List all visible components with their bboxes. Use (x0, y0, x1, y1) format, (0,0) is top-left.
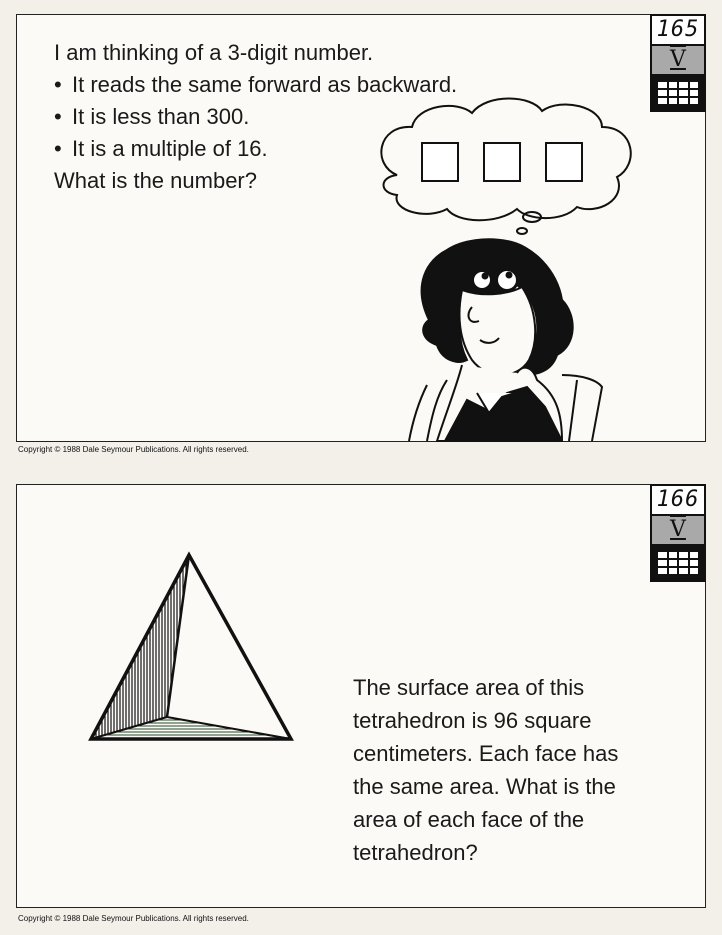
problem-intro: I am thinking of a 3-digit number. (54, 40, 374, 65)
problem-question: What is the number? (54, 168, 257, 193)
problem-card-166 (16, 484, 706, 908)
card-level: V (652, 514, 704, 546)
tetrahedron-icon (91, 555, 291, 739)
clue-item: • It is less than 300. (54, 104, 250, 129)
clue-item: • It is a multiple of 16. (54, 136, 268, 161)
copyright-text: Copyright © 1988 Dale Seymour Publications. All rights reserved. (18, 914, 249, 923)
card-level: V (652, 44, 704, 76)
woman-icon (409, 239, 602, 441)
card-number: 166 (652, 486, 704, 514)
card-number: 165 (652, 16, 704, 44)
thinking-woman-illustration (17, 15, 707, 443)
empty-digit-boxes (422, 143, 582, 181)
clue-item: • It reads the same forward as backward. (54, 72, 458, 97)
problem-card-165 (16, 14, 706, 442)
problem-text: The surface area of this tetrahedron is 96 square centimeters. Each face has the same area. What is the area of each face of the tetrahedron? (353, 675, 619, 865)
copyright-text: Copyright © 1988 Dale Seymour Publications. All rights reserved. (18, 445, 249, 454)
